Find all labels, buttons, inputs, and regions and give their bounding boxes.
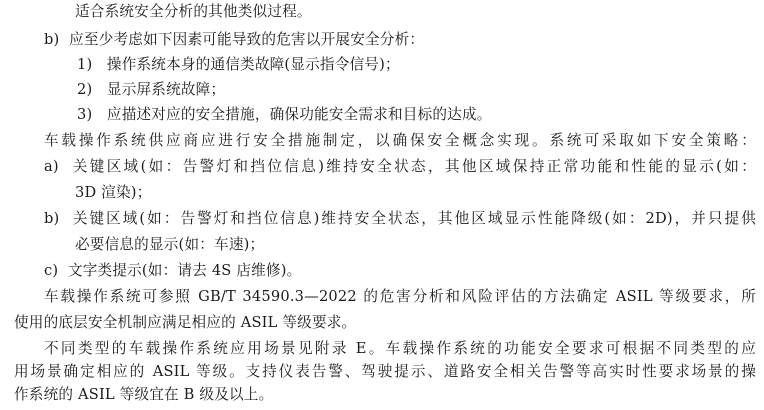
list-item: 3) 应描述对应的安全措施，确保功能安全需求和目标的达成。 (77, 106, 492, 123)
paragraph-line: 车载操作系统可参照 GB/T 34590.3—2022 的危害分析和风险评估的方法确定 ASIL 等级要求，所 (44, 288, 756, 305)
list-item: 2) 显示屏系统故障； (77, 81, 226, 98)
paragraph-line: 车载操作系统供应商应进行安全措施制定，以确保安全概念实现。系统可采取如下安全策略： (44, 132, 756, 149)
list-item: c) 文字类提示(如：请去 4S 店维修)。 (44, 262, 302, 279)
paragraph-line: 用场景确定相应的 ASIL 等级。支持仪表告警、驾驶提示、道路安全相关告警等高实时性要求场景的操 (14, 363, 756, 380)
list-item: b) 应至少考虑如下因素可能导致的危害以开展安全分析： (44, 31, 425, 48)
list-item-continuation: 必要信息的显示(如：车速)； (75, 236, 265, 253)
paragraph-line: 使用的底层安全机制应满足相应的 ASIL 等级要求。 (14, 314, 357, 331)
list-item-continuation: 3D 渲染)； (75, 184, 152, 201)
list-item: b) 关键区域(如：告警灯和挡位信息)维持安全状态，其他区域显示性能降级(如：2D)，并只提供 (44, 210, 756, 227)
list-item: 1) 操作系统本身的通信类故障(显示指令信号)； (77, 56, 400, 73)
text-line: 适合系统安全分析的其他类似过程。 (75, 3, 312, 20)
paragraph-line: 不同类型的车载操作系统应用场景见附录 E。车载操作系统的功能安全要求可根据不同类型的应 (44, 340, 756, 357)
paragraph-line: 作系统的 ASIL 等级宜在 B 级及以上。 (14, 386, 274, 403)
list-item: a) 关键区域(如：告警灯和挡位信息)维持安全状态，其他区域保持正常功能和性能的显示(如： (44, 158, 756, 175)
